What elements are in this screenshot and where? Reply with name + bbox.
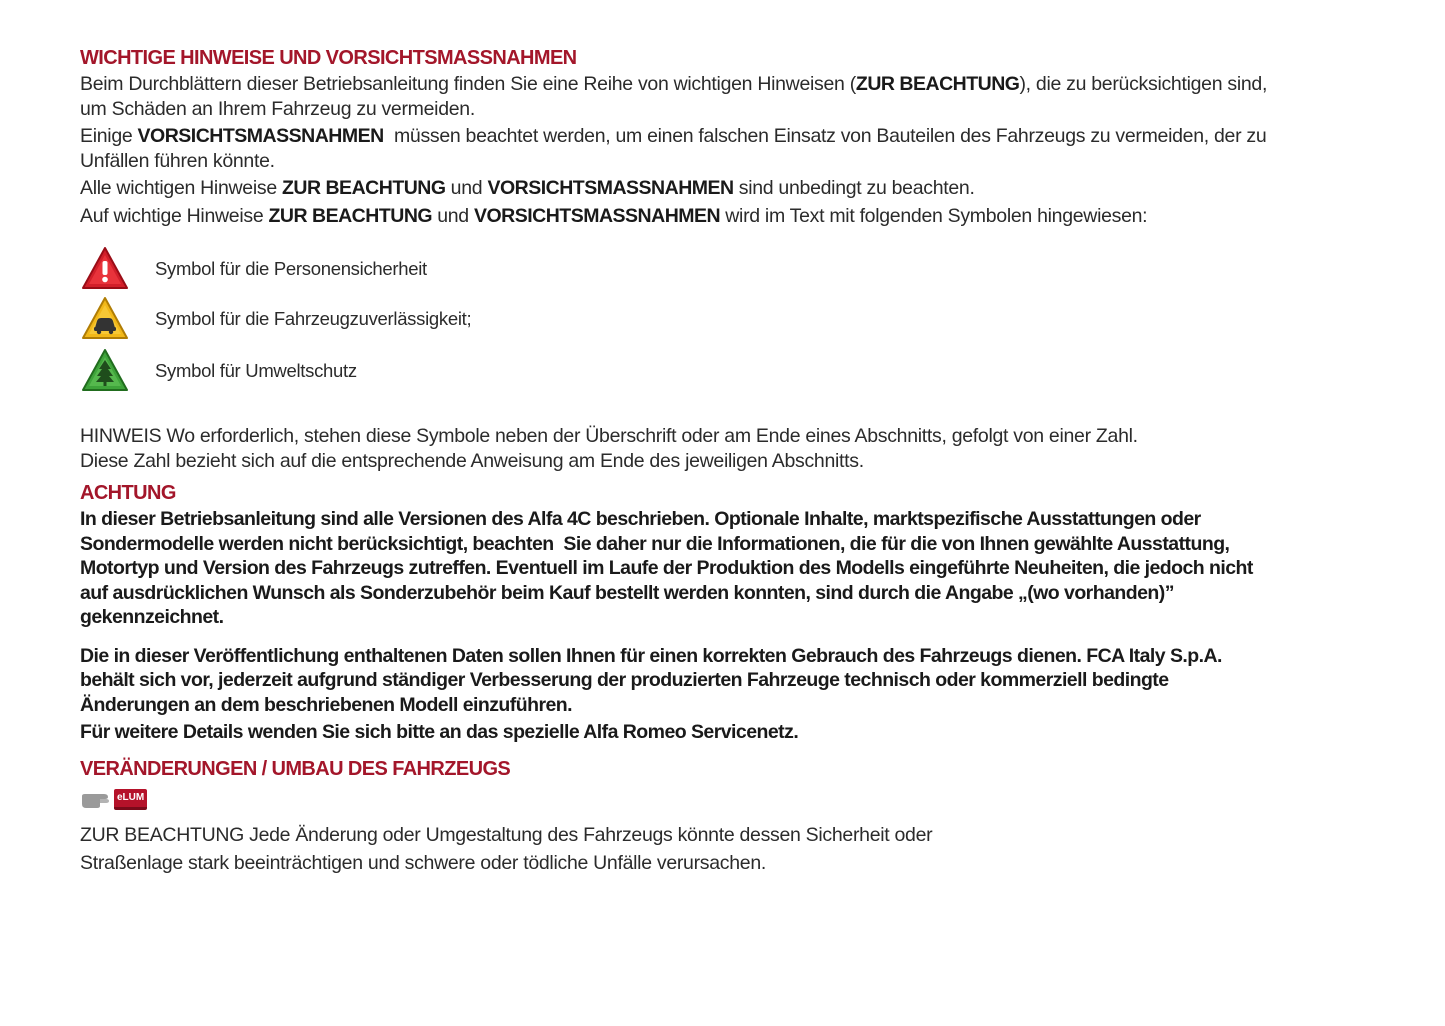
symbol-label: Symbol für Umweltschutz bbox=[155, 360, 357, 381]
section-title-modifications: VERÄNDERUNGEN / UMBAU DES FAHRZEUGS bbox=[80, 757, 511, 780]
elum-reference bbox=[80, 785, 1370, 815]
symbol-label: Symbol für die Personensicherheit bbox=[155, 258, 427, 279]
paragraph-notes-intro: Beim Durchblättern dieser Betriebsanleitung finden Sie eine Reihe von wichtigen Hinweisen (ZUR BEACHTUNG), die zu berücksichtigen sind, um Schäden an Ihrem Fahrzeug zu vermeiden. bbox=[80, 73, 1268, 120]
environment-protection-icon bbox=[80, 346, 130, 396]
pointing-hand-icon bbox=[80, 790, 112, 810]
achtung-paragraph-2: Die in dieser Veröffentlichung enthaltenen Daten sollen Ihnen für einen korrekten Gebrauch des Fahrzeugs dienen. FCA Italy S.p.A. behält sich vor, jederzeit aufgrund ständiger Verbesserung der produzierten Fahrzeuge technisch oder kommerziell bedingte Änderungen an dem beschriebenen Modell einzuführen. Für weitere Details wenden Sie sich bitte an das spezielle Alfa Romeo Servicenetz. bbox=[80, 644, 1222, 743]
manual-page bbox=[80, 44, 1370, 877]
symbol-row-environment bbox=[80, 344, 1370, 398]
section-title-achtung: ACHTUNG bbox=[80, 482, 176, 504]
modification-warning: ZUR BEACHTUNG Jede Änderung oder Umgestaltung des Fahrzeugs könnte dessen Sicherheit oder Straßenlage stark beeinträchtigen und schwere oder tödliche Unfälle verursachen. bbox=[80, 823, 933, 874]
note-paragraph: HINWEIS Wo erforderlich, stehen diese Symbole neben der Überschrift oder am Ende eines Abschnitts, gefolgt von einer Zahl. Diese Zahl bezieht sich auf die entsprechende Anweisung am Ende des jeweiligen Abschnitts. bbox=[80, 425, 1138, 472]
paragraph-precautions: Einige VORSICHTSMASSNAHMEN müssen beachtet werden, um einen falschen Einsatz von Bauteilen des Fahrzeugs zu vermeiden, der zu Unfällen führen könnte. bbox=[80, 125, 1267, 172]
symbol-row-vehicle-reliability bbox=[80, 294, 1370, 344]
elum-badge: eLUM bbox=[114, 789, 147, 810]
symbol-label: Symbol für die Fahrzeugzuverlässigkeit; bbox=[155, 308, 472, 329]
vehicle-reliability-icon bbox=[80, 294, 130, 344]
personal-safety-warning-icon bbox=[80, 244, 130, 294]
paragraph-symbols-intro: Auf wichtige Hinweise ZUR BEACHTUNG und VORSICHTSMASSNAHMEN wird im Text mit folgenden Symbolen hingewiesen: bbox=[80, 204, 1148, 227]
section-title-important-notes: WICHTIGE HINWEISE UND VORSICHTSMASSNAHMEN bbox=[80, 47, 577, 69]
paragraph-must-observe: Alle wichtigen Hinweise ZUR BEACHTUNG und VORSICHTSMASSNAHMEN sind unbedingt zu beachten. bbox=[80, 177, 975, 199]
symbol-row-personal-safety bbox=[80, 244, 1370, 294]
achtung-paragraph-1: In dieser Betriebsanleitung sind alle Versionen des Alfa 4C beschrieben. Optionale Inhalte, marktspezifische Ausstattungen oder Sondermodelle werden nicht berücksichtigt, beachten Sie daher nur die Informationen, die für die von Ihnen gewählte Ausstattung, Motortyp und Version des Fahrzeugs zutreffen. Eventuell im Laufe der Produktion des Modells eingeführte Neuheiten, die jedoch nicht auf ausdrücklichen Wunsch als Sonderzubehör beim Kauf bestellt werden konnten, sind durch die Angabe „(wo vorhanden)” gekennzeichnet. bbox=[80, 508, 1253, 628]
